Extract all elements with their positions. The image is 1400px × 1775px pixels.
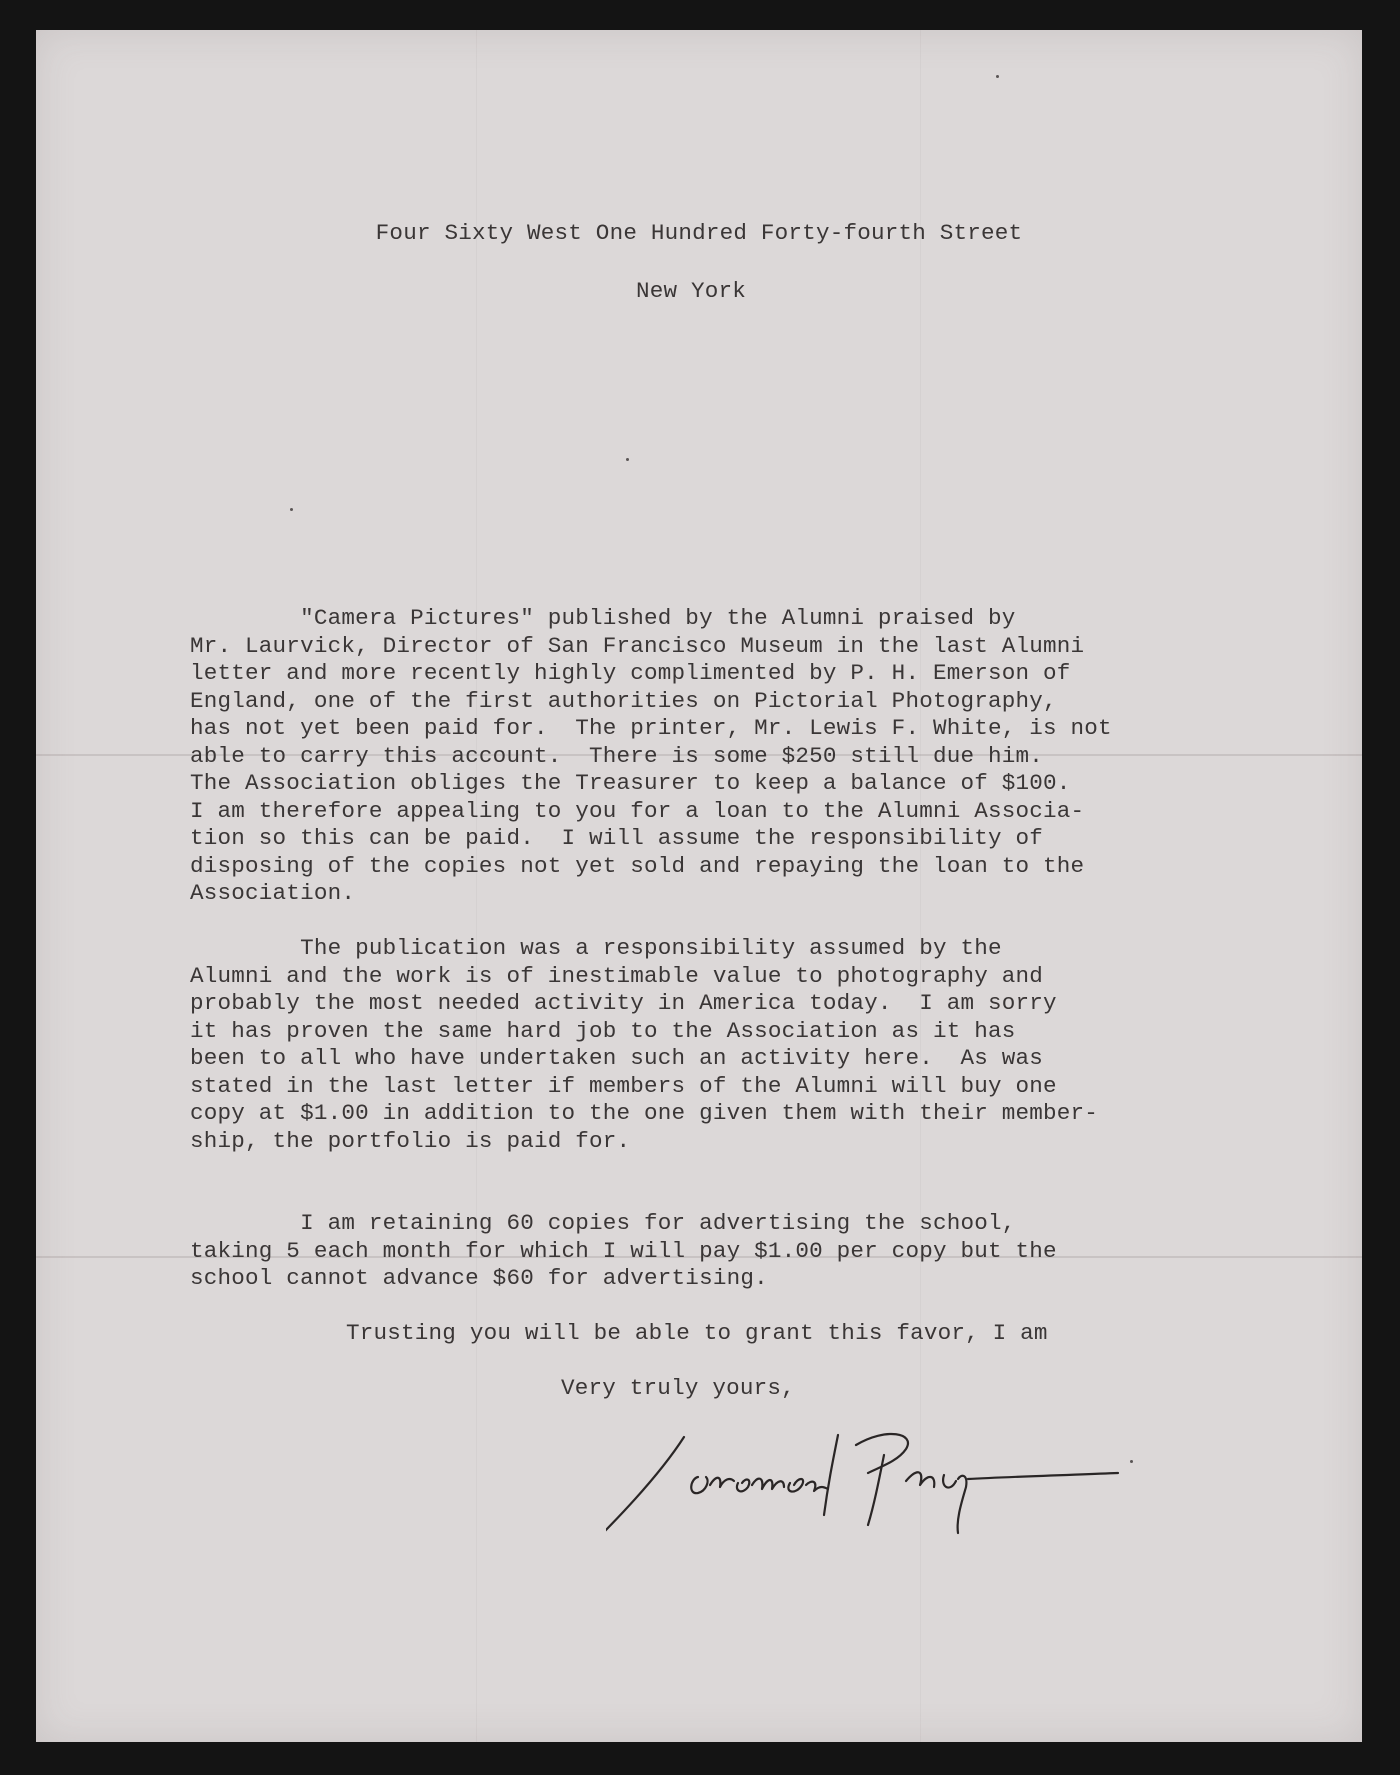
letter-sheet <box>36 30 1362 1742</box>
paper-speck <box>996 75 999 78</box>
handwritten-signature <box>606 1415 1306 1565</box>
valediction: Very truly yours, <box>561 1375 795 1401</box>
letter-paragraph-1: "Camera Pictures" published by the Alumni praised by Mr. Laurvick, Director of San Francisco Museum in the last Alumni letter and more recently highly complimented by P. H. Emerson of England, one of the first authorities on Pictorial Photography, has not yet been paid for. The printer, Mr. Lewis F. White, is not able to carry this account. There is some $250 still due him. The Association obliges the Treasurer to keep a balance of $100. I am therefore appealing to you for a loan to the Alumni Associa- tion so this can be paid. I will assume the responsibility of disposing of the copies not yet sold and repaying the loan to the Association. <box>190 605 1112 906</box>
letter-paragraph-2: The publication was a responsibility assumed by the Alumni and the work is of inestimable value to photography and probably the most needed activity in America today. I am sorry it has proven the same hard job to the Association as it has been to all who have undertaken such an activity here. As was stated in the last letter if members of the Alumni will buy one copy at $1.00 in addition to the one given them with their member- ship, the portfolio is paid for. <box>190 935 1099 1154</box>
closing-line: Trusting you will be able to grant this favor, I am <box>346 1320 1048 1346</box>
paper-speck <box>1130 1460 1133 1463</box>
letterhead-address-city: New York <box>635 278 747 304</box>
letter-paragraph-3: I am retaining 60 copies for advertising the school, taking 5 each month for which I will pay $1.00 per copy but the school cannot advance $60 for advertising. <box>190 1210 1057 1291</box>
letterhead-address-street: Four Sixty West One Hundred Forty-fourth Street <box>375 220 1023 246</box>
paper-speck <box>290 508 293 511</box>
paper-speck <box>626 458 629 461</box>
